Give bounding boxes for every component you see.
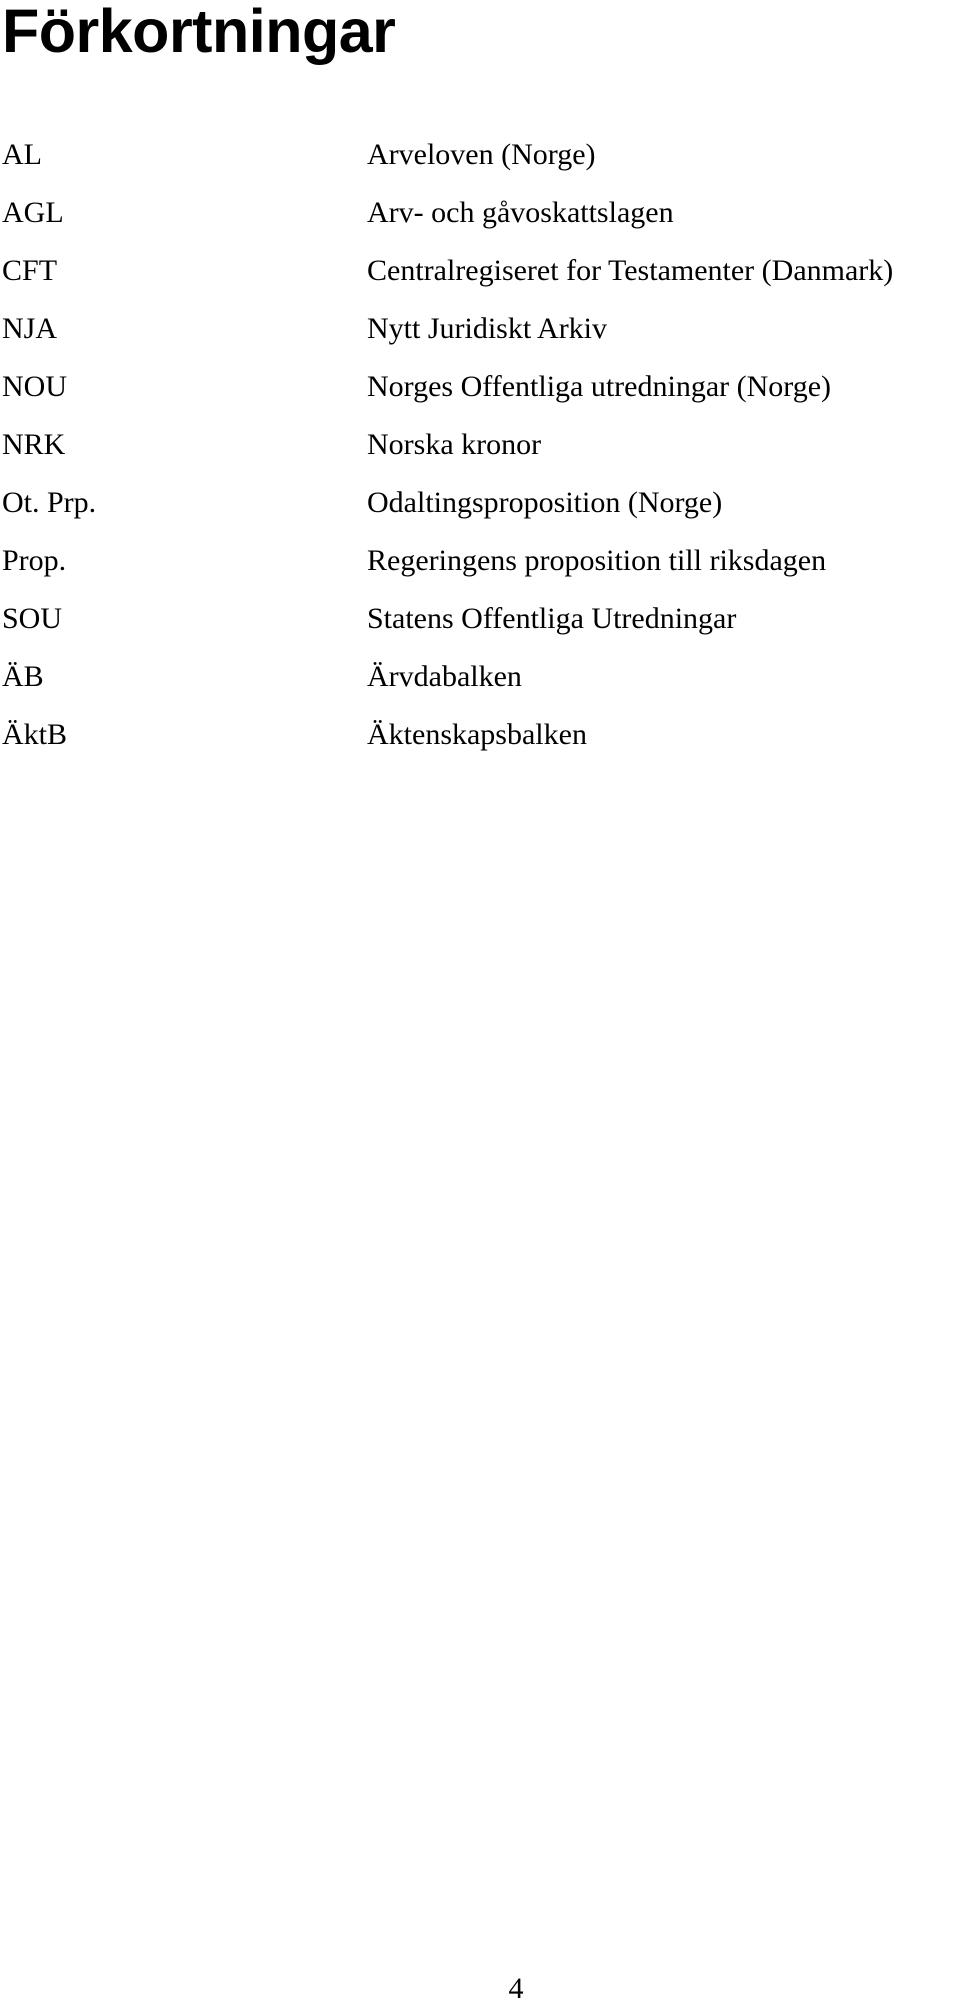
- abbreviation-row: [0, 481, 960, 539]
- abbreviation-code: ÄB: [2, 660, 44, 693]
- abbreviation-meaning: Nytt Juridiskt Arkiv: [367, 312, 608, 345]
- page-number: 4: [508, 1972, 524, 2005]
- abbreviation-code: NOU: [2, 370, 67, 403]
- abbreviation-meaning: Regeringens proposition till riksdagen: [367, 544, 827, 577]
- abbreviation-code: Prop.: [2, 544, 67, 577]
- abbreviation-row: [0, 423, 960, 481]
- abbreviation-list: [0, 133, 960, 771]
- abbreviation-row: [0, 307, 960, 365]
- abbreviation-meaning: Äktenskapsbalken: [367, 718, 587, 751]
- abbreviation-row: [0, 539, 960, 597]
- abbreviation-row: [0, 713, 960, 771]
- page-title: Förkortningar: [2, 0, 396, 65]
- abbreviation-meaning: Arv- och gåvoskattslagen: [367, 196, 674, 229]
- abbreviation-code: ÄktB: [2, 718, 68, 751]
- abbreviation-code: NRK: [2, 428, 66, 461]
- abbreviation-meaning: Norges Offentliga utredningar (Norge): [367, 370, 832, 403]
- abbreviation-meaning: Centralregiseret for Testamenter (Danmark): [367, 254, 894, 287]
- abbreviation-meaning: Statens Offentliga Utredningar: [367, 602, 737, 635]
- abbreviation-row: [0, 249, 960, 307]
- abbreviation-row: [0, 365, 960, 423]
- abbreviation-row: [0, 597, 960, 655]
- abbreviation-meaning: Arveloven (Norge): [367, 138, 596, 171]
- abbreviation-meaning: Odaltingsproposition (Norge): [367, 486, 723, 519]
- abbreviation-code: AGL: [2, 196, 64, 229]
- abbreviation-row: [0, 133, 960, 191]
- abbreviation-meaning: Norska kronor: [367, 428, 542, 461]
- abbreviation-meaning: Ärvdabalken: [367, 660, 522, 693]
- abbreviation-code: AL: [2, 138, 42, 171]
- abbreviation-code: Ot. Prp.: [2, 486, 97, 519]
- abbreviation-code: SOU: [2, 602, 63, 635]
- abbreviation-code: NJA: [2, 312, 58, 345]
- abbreviation-row: [0, 655, 960, 713]
- abbreviation-code: CFT: [2, 254, 58, 287]
- abbreviation-row: [0, 191, 960, 249]
